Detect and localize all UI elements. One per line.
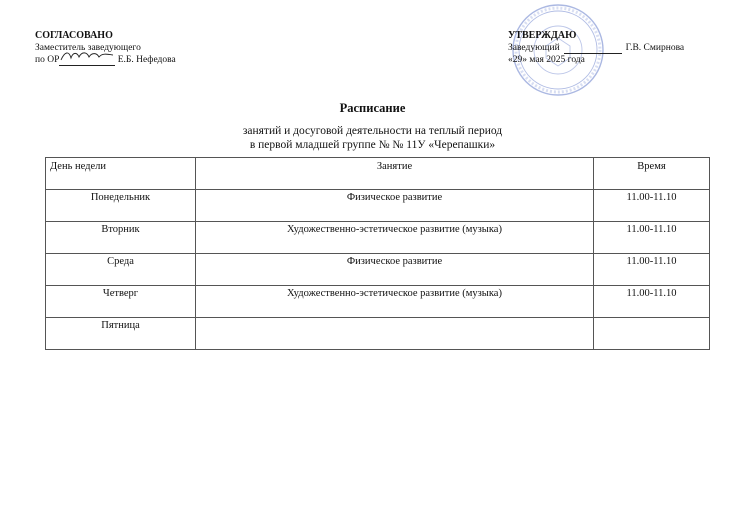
approval-block-right [508, 30, 738, 66]
approval-date: «29» мая 2025 года [508, 55, 585, 65]
header-time: Время [594, 158, 710, 190]
subtitle-line-2: в первой младшей группе № № 11У «Черепашки» [249, 139, 496, 151]
approval-signature-line [35, 54, 176, 66]
cell-time [594, 318, 710, 350]
approval-name: Е.Б. Нефедова [117, 55, 176, 65]
handwritten-signature [59, 49, 115, 63]
cell-time: 11.00-11.10 [594, 286, 710, 318]
header-activity: Занятие [196, 158, 594, 190]
approval-role: Заведующий [508, 43, 560, 53]
document-title: Расписание [339, 101, 406, 115]
cell-day: Пятница [46, 318, 196, 350]
approval-block-left [35, 30, 176, 66]
signature-field-right [564, 42, 622, 54]
table-row [46, 286, 710, 318]
approval-name-right: Г.В. Смирнова [625, 43, 685, 53]
table-header-row [46, 158, 710, 190]
approval-position: Заместитель заведующего [35, 43, 141, 53]
cell-time: 11.00-11.10 [594, 254, 710, 286]
cell-day: Понедельник [46, 190, 196, 222]
cell-time: 11.00-11.10 [594, 190, 710, 222]
cell-day: Среда [46, 254, 196, 286]
cell-activity: Художественно-эстетическое развитие (музыка) [196, 286, 594, 318]
cell-activity [196, 318, 594, 350]
table-row [46, 254, 710, 286]
table-row [46, 190, 710, 222]
approval-prefix: по ОР [35, 55, 60, 65]
approval-title: СОГЛАСОВАНО [35, 30, 113, 41]
signature-field [59, 54, 115, 66]
cell-day: Четверг [46, 286, 196, 318]
approval-role-line [508, 42, 738, 54]
approval-title-right: УТВЕРЖДАЮ [508, 30, 577, 41]
table-row [46, 318, 710, 350]
cell-day: Вторник [46, 222, 196, 254]
cell-activity: Физическое развитие [196, 254, 594, 286]
header-day: День недели [46, 158, 196, 190]
subtitle-line-1: занятий и досуговой деятельности на теплый период [242, 125, 503, 137]
schedule-table [45, 157, 710, 350]
table-row [46, 222, 710, 254]
document-subtitle [0, 124, 745, 152]
cell-activity: Художественно-эстетическое развитие (музыка) [196, 222, 594, 254]
cell-time: 11.00-11.10 [594, 222, 710, 254]
cell-activity: Физическое развитие [196, 190, 594, 222]
